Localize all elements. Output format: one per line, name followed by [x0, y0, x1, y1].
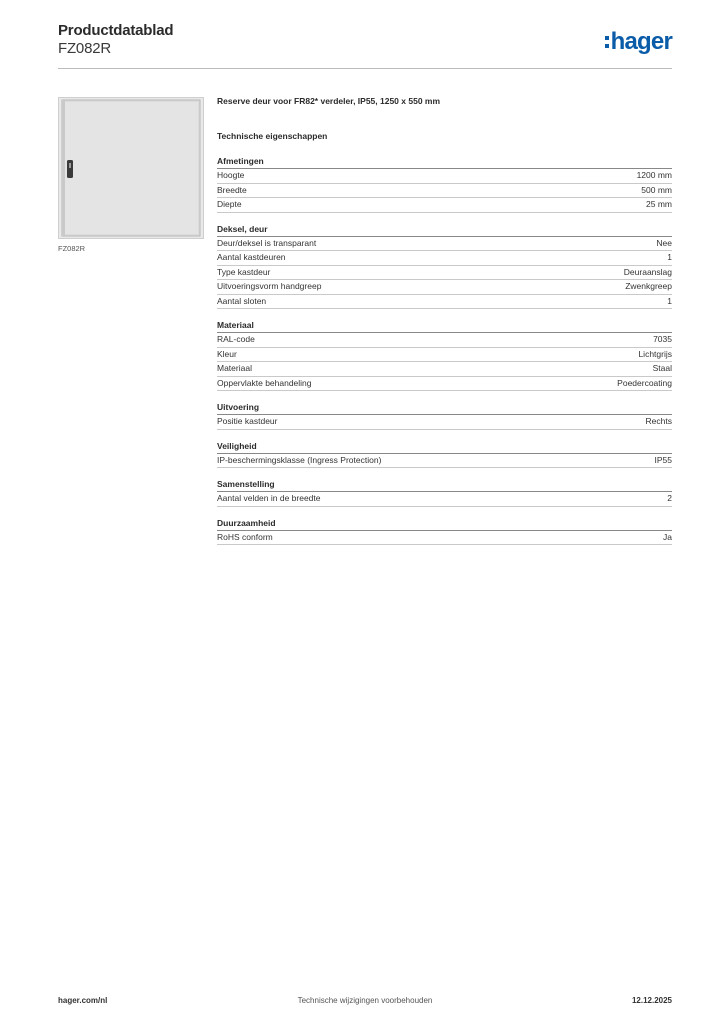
section-title: Veiligheid [217, 441, 672, 454]
product-code: FZ082R [58, 40, 111, 57]
section-title: Deksel, deur [217, 224, 672, 237]
section-title: Duurzaamheid [217, 518, 672, 531]
spec-value: Staal [652, 363, 672, 373]
spec-row [217, 492, 672, 507]
page-header [58, 22, 672, 70]
spec-label: Aantal kastdeuren [217, 252, 286, 262]
spec-row [217, 184, 672, 199]
spec-section [217, 441, 672, 469]
spec-label: Oppervlakte behandeling [217, 377, 312, 388]
spec-row [217, 251, 672, 266]
spec-label: Positie kastdeur [217, 416, 278, 426]
spec-label: Deur/deksel is transparant [217, 237, 317, 248]
spec-value: Zwenkgreep [625, 281, 672, 291]
section-title: Materiaal [217, 320, 672, 333]
spec-label: RAL-code [217, 334, 255, 344]
spec-row [217, 454, 672, 469]
spec-label: Uitvoeringsvorm handgreep [217, 281, 322, 291]
spec-row [217, 415, 672, 430]
spec-section [217, 224, 672, 310]
spec-row [217, 237, 672, 252]
handle-icon [67, 160, 73, 178]
product-description: Reserve deur voor FR82* verdeler, IP55, 1250 x 550 mm [217, 96, 441, 106]
logo-dots-icon [605, 36, 609, 48]
spec-value: 1200 mm [636, 170, 672, 180]
spec-label: Kleur [217, 348, 237, 359]
spec-row [217, 198, 672, 213]
spec-value: 25 mm [646, 199, 672, 209]
spec-value: Rechts [645, 416, 672, 426]
spec-section [217, 156, 672, 213]
spec-label: Aantal velden in de breedte [217, 493, 321, 503]
spec-section [217, 479, 672, 507]
spec-sections [217, 156, 672, 545]
spec-section [217, 320, 672, 391]
page-footer [58, 996, 672, 1010]
spec-value: Nee [656, 237, 672, 248]
image-caption: FZ082R [58, 244, 86, 253]
spec-value: Ja [663, 531, 672, 542]
section-title: Uitvoering [217, 402, 672, 415]
spec-value: Lichtgrijs [638, 348, 672, 359]
spec-row [217, 531, 672, 546]
spec-section [217, 518, 672, 546]
spec-row [217, 377, 672, 392]
footer-notice: Technische wijzigingen voorbehouden [297, 996, 433, 1005]
hager-logo [605, 28, 672, 56]
spec-row [217, 280, 672, 295]
spec-value: 1 [667, 295, 672, 306]
spec-value: 7035 [653, 334, 672, 344]
spec-label: Breedte [217, 184, 247, 195]
spec-value: Deuraanslag [623, 266, 672, 277]
header-divider [58, 68, 672, 69]
spec-label: Type kastdeur [217, 266, 271, 277]
spec-row [217, 295, 672, 310]
spec-section [217, 402, 672, 430]
spec-label: IP-beschermingsklasse (Ingress Protection) [217, 454, 382, 465]
spec-value: 500 mm [641, 184, 672, 195]
logo-text: hager [610, 28, 672, 55]
spec-row [217, 169, 672, 184]
spec-value: 1 [667, 252, 672, 262]
section-title: Afmetingen [217, 156, 672, 169]
specifications [217, 96, 672, 545]
spec-label: RoHS conform [217, 531, 273, 542]
section-title: Samenstelling [217, 479, 672, 492]
spec-row [217, 348, 672, 363]
spec-label: Aantal sloten [217, 295, 267, 306]
spec-value: 2 [667, 493, 672, 503]
website-link[interactable]: hager.com/nl [58, 996, 108, 1005]
cabinet-door-image [58, 97, 204, 239]
spec-row [217, 266, 672, 281]
document-title: Productdatablad [58, 22, 174, 39]
spec-label: Materiaal [217, 363, 252, 373]
spec-label: Hoogte [217, 170, 245, 180]
spec-row [217, 362, 672, 377]
spec-value: Poedercoating [617, 377, 672, 388]
spec-value: IP55 [654, 454, 672, 465]
footer-date: 12.12.2025 [631, 996, 672, 1005]
spec-label: Diepte [217, 199, 242, 209]
technical-properties-heading: Technische eigenschappen [217, 131, 328, 141]
spec-row [217, 333, 672, 348]
